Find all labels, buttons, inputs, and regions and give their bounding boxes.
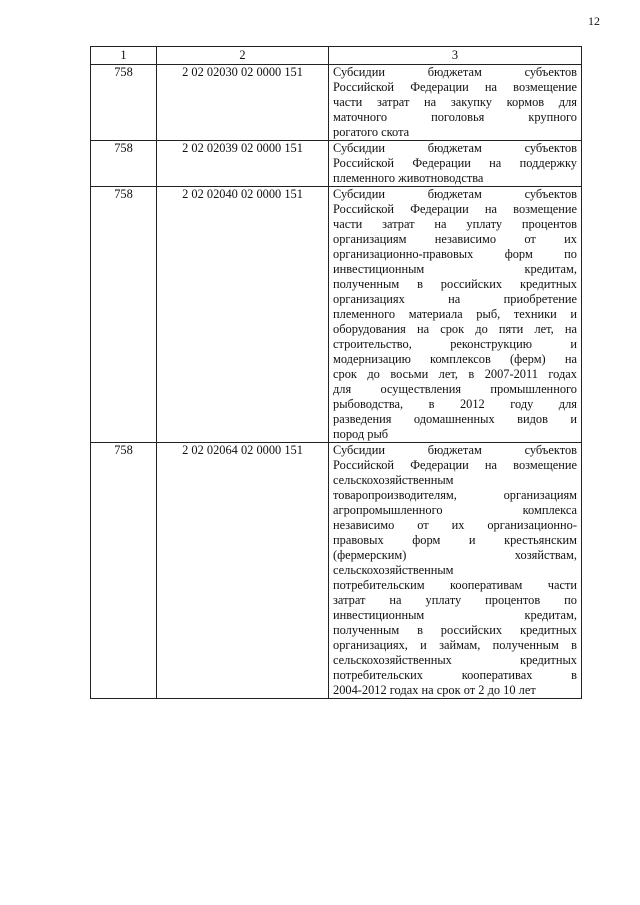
description-line: строительство, реконструкцию и [333, 337, 577, 351]
admin-code-cell: 758 [91, 187, 157, 443]
description-line: инвестиционным кредитам, [333, 262, 577, 276]
description-line: Российской Федерации на возмещение [333, 80, 577, 94]
description-line: организациям независимо от их [333, 232, 577, 246]
description-line: модернизацию комплексов (ферм) на [333, 352, 577, 366]
admin-code-cell: 758 [91, 65, 157, 141]
description-line: 2004-2012 годах на срок от 2 до 10 лет [333, 683, 536, 697]
page-number: 12 [588, 14, 600, 28]
description-line: потребительским кооперативам части [333, 578, 577, 592]
description-line: инвестиционным кредитам, [333, 608, 577, 622]
kbk-code-cell: 2 02 02040 02 0000 151 [157, 187, 329, 443]
header-col-3: 3 [329, 47, 582, 65]
description-cell [329, 187, 582, 443]
table-row [91, 443, 582, 699]
description-line: сельскохозяйственных кредитных [333, 653, 577, 667]
description-cell [329, 65, 582, 141]
description-line: Российской Федерации на возмещение [333, 202, 577, 216]
description-line: (фермерским) хозяйствам, [333, 548, 577, 562]
description-line: Субсидии бюджетам субъектов [333, 65, 577, 79]
description-line: сельскохозяйственным [333, 563, 454, 577]
kbk-code-cell: 2 02 02039 02 0000 151 [157, 141, 329, 187]
table-header-row [91, 47, 582, 65]
description-line: для осуществления промышленного [333, 382, 577, 396]
description-line: агропромышленного комплекса [333, 503, 577, 517]
description-line: Российской Федерации на поддержку [333, 156, 577, 170]
description-line: Субсидии бюджетам субъектов [333, 443, 577, 457]
description-line: правовых форм и крестьянским [333, 533, 577, 547]
description-line: маточного поголовья крупного [333, 110, 577, 124]
description-line: срок до восьми лет, в 2007-2011 годах [333, 367, 577, 381]
description-line: товаропроизводителям, организациям [333, 488, 577, 502]
table-row [91, 65, 582, 141]
description-line: племенного материала рыб, техники и [333, 307, 577, 321]
description-line: рыбоводства, в 2012 году для [333, 397, 577, 411]
description-line: Российской Федерации на возмещение [333, 458, 577, 472]
description-line: Субсидии бюджетам субъектов [333, 187, 577, 201]
kbk-code-cell: 2 02 02030 02 0000 151 [157, 65, 329, 141]
table-row [91, 187, 582, 443]
description-line: рогатого скота [333, 125, 410, 139]
description-line: полученным в российских кредитных [333, 277, 577, 291]
header-col-1: 1 [91, 47, 157, 65]
description-cell [329, 443, 582, 699]
description-line: организациях на приобретение [333, 292, 577, 306]
budget-codes-table [90, 46, 582, 699]
header-col-2: 2 [157, 47, 329, 65]
description-line: сельскохозяйственным [333, 473, 454, 487]
admin-code-cell: 758 [91, 443, 157, 699]
description-line: части затрат на уплату процентов [333, 217, 577, 231]
table-body [91, 65, 582, 699]
admin-code-cell: 758 [91, 141, 157, 187]
description-line: части затрат на закупку кормов для [333, 95, 577, 109]
description-line: полученным в российских кредитных [333, 623, 577, 637]
description-line: организационно-правовых форм по [333, 247, 577, 261]
kbk-code-cell: 2 02 02064 02 0000 151 [157, 443, 329, 699]
description-cell [329, 141, 582, 187]
description-line: племенного животноводства [333, 171, 484, 185]
description-line: затрат на уплату процентов по [333, 593, 577, 607]
description-line: организациях, и займам, полученным в [333, 638, 577, 652]
description-line: независимо от их организационно- [333, 518, 577, 532]
description-line: потребительских кооперативах в [333, 668, 577, 682]
description-line: пород рыб [333, 427, 389, 441]
description-line: разведения одомашненных видов и [333, 412, 577, 426]
description-line: Субсидии бюджетам субъектов [333, 141, 577, 155]
description-line: оборудования на срок до пяти лет, на [333, 322, 577, 336]
table-row [91, 141, 582, 187]
